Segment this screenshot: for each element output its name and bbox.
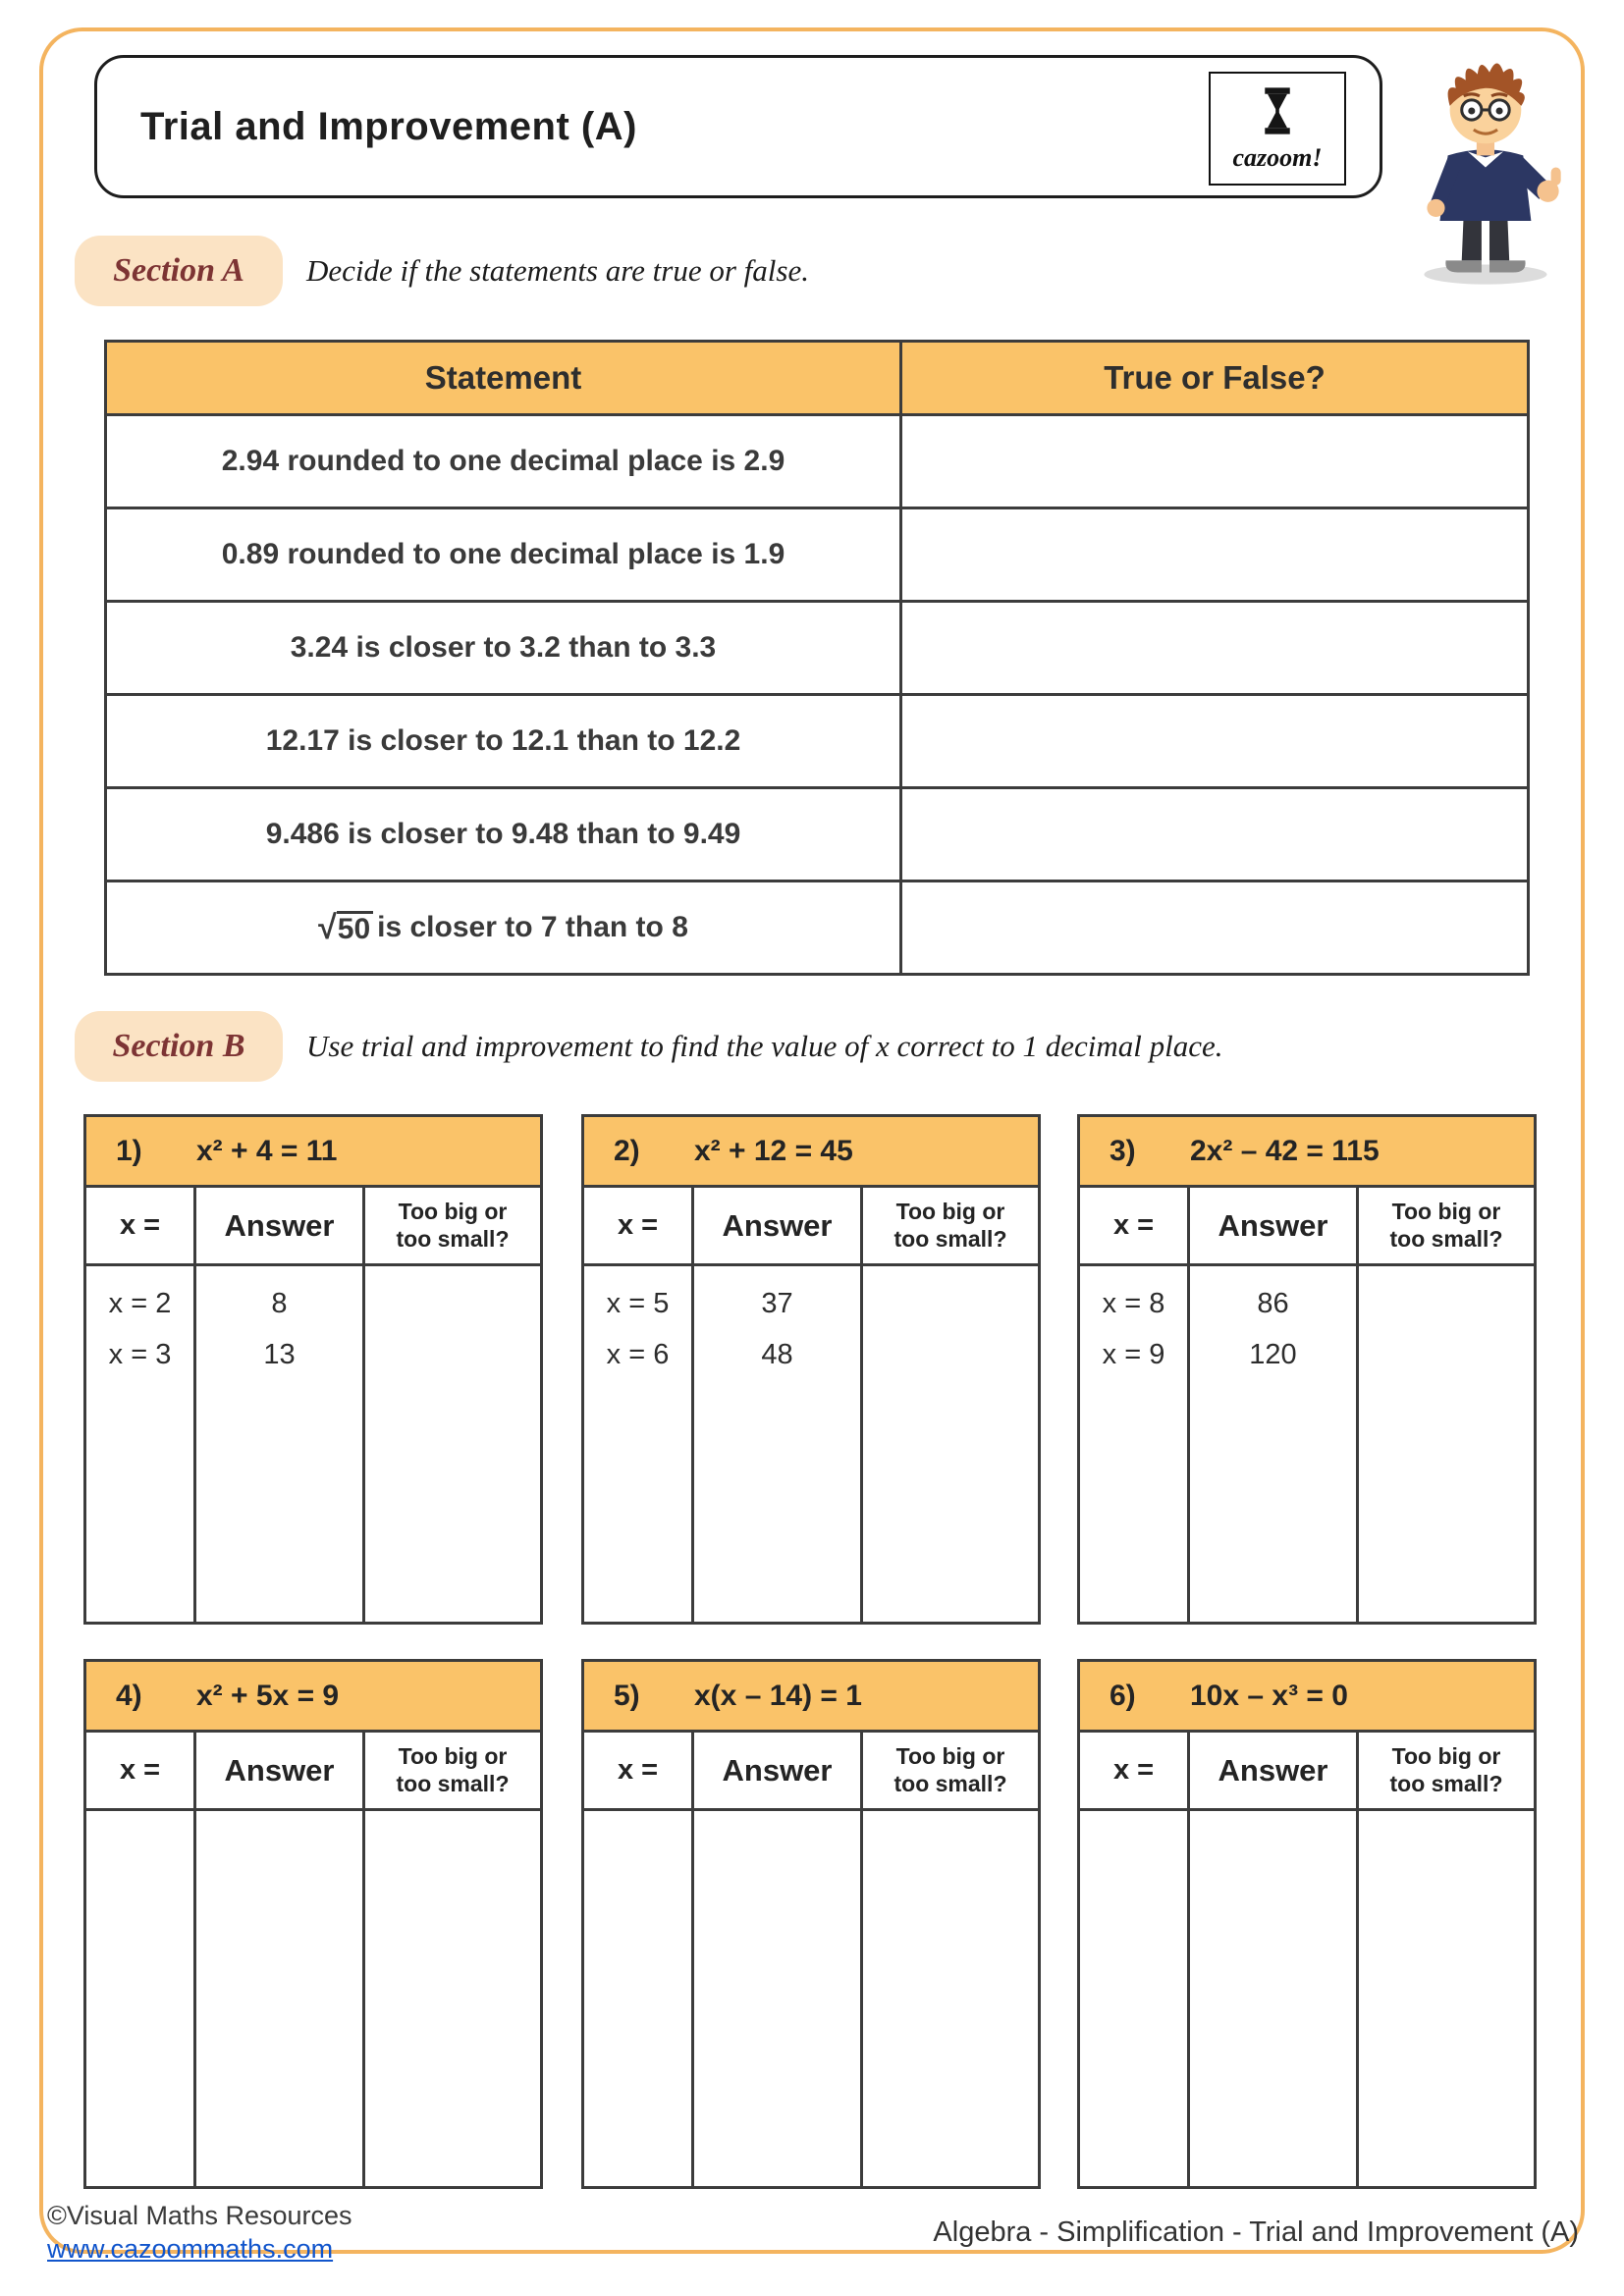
problem-5-header	[584, 1662, 1038, 1733]
statement-column-header: Statement	[107, 343, 902, 413]
trial-x-value: x = 6	[606, 1338, 670, 1370]
trial-x-value: x = 9	[1102, 1338, 1165, 1370]
column-header-row	[584, 1733, 1038, 1811]
x-column-header: x =	[1080, 1188, 1190, 1263]
statement-text: 3.24 is closer to 3.2 than to 3.3	[107, 603, 902, 693]
section-b-badge	[75, 1011, 283, 1082]
answer-column-header: Answer	[196, 1733, 365, 1808]
problem-table-1	[83, 1114, 543, 1625]
title-bar	[94, 55, 1382, 198]
x-column-header: x =	[86, 1188, 196, 1263]
problem-body	[1080, 1266, 1534, 1622]
trial-answer-value: 8	[271, 1287, 288, 1319]
statement-text: 12.17 is closer to 12.1 than to 12.2	[107, 696, 902, 786]
true-false-cell	[902, 882, 1527, 973]
verdict-column-header: Too big or too small?	[1389, 1742, 1503, 1796]
x-column	[86, 1266, 196, 1622]
problem-body	[584, 1266, 1038, 1622]
trial-answer-value: 37	[761, 1287, 793, 1319]
statement-text-sqrt	[107, 882, 902, 973]
table-row	[107, 786, 1527, 880]
table-row	[107, 600, 1527, 693]
column-header-row	[1080, 1188, 1534, 1266]
statement-text: is closer to 7 than to 8	[377, 911, 688, 943]
problem-body	[584, 1811, 1038, 2186]
section-a-table-header	[107, 343, 1527, 413]
table-row	[107, 693, 1527, 786]
problem-number: 5)	[614, 1679, 640, 1712]
statement-text: 2.94 rounded to one decimal place is 2.9	[107, 416, 902, 507]
mascot-character-illustration	[1386, 43, 1595, 289]
problem-table-5	[581, 1659, 1041, 2189]
section-a-label: Section A	[113, 252, 244, 289]
x-column-header: x =	[584, 1188, 694, 1263]
problem-equation: 2x² – 42 = 115	[1190, 1134, 1380, 1167]
table-row	[107, 413, 1527, 507]
true-false-column-header: True or False?	[1104, 359, 1326, 396]
problem-equation: x² + 12 = 45	[694, 1134, 853, 1167]
verdict-column	[1359, 1266, 1534, 1622]
table-row	[107, 880, 1527, 973]
problem-number: 3)	[1110, 1134, 1136, 1167]
answer-column	[694, 1811, 863, 2186]
true-false-cell	[902, 789, 1527, 880]
problem-1-header	[86, 1117, 540, 1188]
verdict-column-header: Too big or too small?	[396, 1742, 510, 1796]
section-a-badge	[75, 236, 283, 306]
x-column-header: x =	[584, 1733, 694, 1808]
answer-column	[1190, 1266, 1359, 1622]
problem-number: 6)	[1110, 1679, 1136, 1712]
problem-body	[86, 1811, 540, 2186]
problem-table-4	[83, 1659, 543, 2189]
copyright-text: ©Visual Maths Resources	[47, 2201, 352, 2230]
answer-column-header: Answer	[694, 1188, 863, 1263]
problem-equation: x² + 4 = 11	[196, 1134, 338, 1167]
radicand: 50	[337, 911, 373, 944]
trial-x-value: x = 2	[108, 1287, 172, 1319]
trial-x-value: x = 5	[606, 1287, 670, 1319]
true-false-cell	[902, 509, 1527, 600]
trial-x-value: x = 3	[108, 1338, 172, 1370]
verdict-column	[365, 1266, 540, 1622]
statement-text: 0.89 rounded to one decimal place is 1.9	[107, 509, 902, 600]
table-row	[107, 507, 1527, 600]
true-false-cell	[902, 603, 1527, 693]
answer-column-header: Answer	[196, 1188, 365, 1263]
column-header-row	[1080, 1733, 1534, 1811]
statement-text: 9.486 is closer to 9.48 than to 9.49	[107, 789, 902, 880]
x-column	[1080, 1266, 1190, 1622]
column-header-row	[86, 1188, 540, 1266]
problem-table-2	[581, 1114, 1041, 1625]
problem-equation: x(x – 14) = 1	[694, 1679, 862, 1712]
problem-body	[1080, 1811, 1534, 2186]
problem-4-header	[86, 1662, 540, 1733]
section-a-table	[104, 340, 1530, 976]
problem-number: 1)	[116, 1134, 142, 1167]
worksheet-topic-text: Algebra - Simplification - Trial and Improvement (A)	[933, 2216, 1579, 2248]
verdict-column	[365, 1811, 540, 2186]
x-column	[584, 1266, 694, 1622]
answer-column	[196, 1811, 365, 2186]
problem-equation: 10x – x³ = 0	[1190, 1679, 1348, 1712]
cazoom-logo-text: cazoom!	[1232, 142, 1323, 172]
trial-answer-value: 86	[1257, 1287, 1289, 1319]
verdict-column-header: Too big or too small?	[893, 1198, 1007, 1252]
website-link[interactable]: www.cazoommaths.com	[47, 2234, 334, 2264]
verdict-column	[863, 1811, 1038, 2186]
answer-column	[1190, 1811, 1359, 2186]
verdict-column-header: Too big or too small?	[893, 1742, 1007, 1796]
problem-table-6	[1077, 1659, 1537, 2189]
x-column-header: x =	[1080, 1733, 1190, 1808]
trial-answer-value: 13	[263, 1338, 296, 1370]
x-column	[1080, 1811, 1190, 2186]
hourglass-icon	[1258, 85, 1297, 141]
section-b-label: Section B	[112, 1028, 245, 1064]
verdict-column-header: Too big or too small?	[1389, 1198, 1503, 1252]
true-false-cell	[902, 416, 1527, 507]
section-b-instruction: Use trial and improvement to find the value of x correct to 1 decimal place.	[306, 1029, 1223, 1063]
trial-x-value: x = 8	[1102, 1287, 1165, 1319]
answer-column-header: Answer	[1190, 1188, 1359, 1263]
answer-column	[694, 1266, 863, 1622]
sqrt-expression	[318, 911, 373, 944]
verdict-column-header: Too big or too small?	[396, 1198, 510, 1252]
problem-6-header	[1080, 1662, 1534, 1733]
cazoom-logo	[1209, 72, 1346, 186]
problem-body	[86, 1266, 540, 1622]
verdict-column	[1359, 1811, 1534, 2186]
answer-column-header: Answer	[1190, 1733, 1359, 1808]
problem-2-header	[584, 1117, 1038, 1188]
radical-sign: √	[318, 909, 337, 946]
problem-number: 2)	[614, 1134, 640, 1167]
trial-answer-value: 120	[1249, 1338, 1297, 1370]
column-header-row	[86, 1733, 540, 1811]
x-column	[584, 1811, 694, 2186]
column-header-row	[584, 1188, 1038, 1266]
problem-3-header	[1080, 1117, 1534, 1188]
answer-column	[196, 1266, 365, 1622]
section-a-instruction: Decide if the statements are true or false.	[306, 253, 809, 288]
x-column	[86, 1811, 196, 2186]
problem-number: 4)	[116, 1679, 142, 1712]
x-column-header: x =	[86, 1733, 196, 1808]
page-title: Trial and Improvement (A)	[140, 104, 637, 148]
answer-column-header: Answer	[694, 1733, 863, 1808]
verdict-column	[863, 1266, 1038, 1622]
true-false-cell	[902, 696, 1527, 786]
problem-equation: x² + 5x = 9	[196, 1679, 340, 1712]
trial-answer-value: 48	[761, 1338, 793, 1370]
problem-table-3	[1077, 1114, 1537, 1625]
